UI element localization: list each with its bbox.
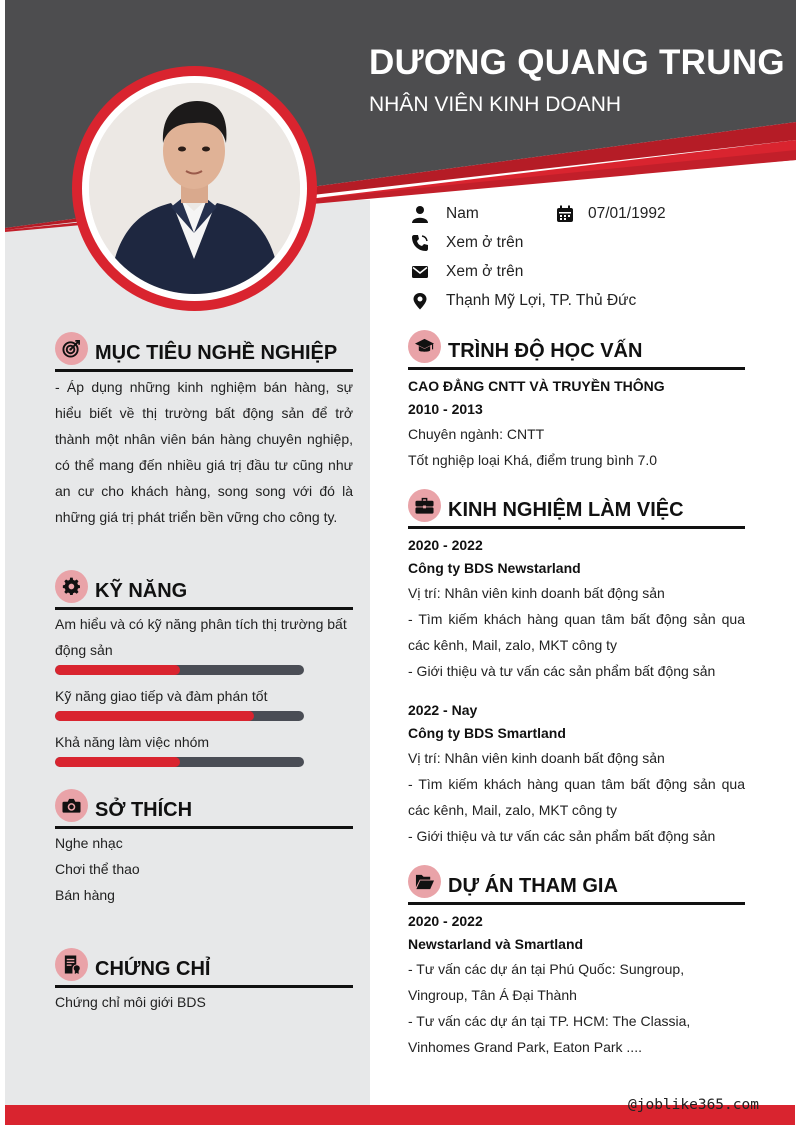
job-company: Công ty BDS Smartland — [408, 725, 566, 741]
job-position: Vị trí: Nhân viên kinh doanh bất động sản — [408, 750, 665, 766]
certificates-heading: CHỨNG CHỈ — [55, 948, 353, 988]
contact-email: Xem ở trên — [411, 262, 611, 284]
job-position: Vị trí: Nhân viên kinh doanh bất động sản — [408, 585, 665, 601]
projects-heading: DỰ ÁN THAM GIA — [408, 865, 745, 905]
watermark: @joblike365.com — [628, 1097, 759, 1113]
job-period: 2020 - 2022 — [408, 537, 483, 553]
skill-level-bar — [55, 711, 304, 721]
education-school: CAO ĐẲNG CNTT VÀ TRUYỀN THÔNG — [408, 378, 665, 394]
job-duty: - Giới thiệu và tư vấn các sản phẩm bất động sản — [408, 663, 716, 679]
objective-text: - Áp dụng những kinh nghiệm bán hàng, sự hiểu biết về thị trường bất động sản để trở thành một nhân viên bán hàng chuyên nghiệp, có thể mang đến nhiều giá trị đầu tư cũng như an cư cho khách hàng, song song với đó là những giá trị phát triển bền vững cho công ty. — [55, 379, 353, 525]
contact-gender: Nam — [411, 204, 551, 226]
experience-heading: KINH NGHIỆM LÀM VIỆC — [408, 489, 745, 529]
objective-heading: MỤC TIÊU NGHỀ NGHIỆP — [55, 332, 353, 372]
education-result: Tốt nghiệp loại Khá, điểm trung bình 7.0 — [408, 452, 658, 468]
gear-icon — [62, 577, 81, 596]
contact-address: Thạnh Mỹ Lợi, TP. Thủ Đức — [411, 291, 711, 313]
certificate-icon — [62, 955, 81, 974]
target-icon — [62, 339, 81, 358]
candidate-name: DƯƠNG QUANG TRUNG — [369, 43, 785, 82]
folder-open-icon — [415, 872, 434, 891]
skill-level-bar — [55, 757, 304, 767]
skill-label: Khả năng làm việc nhóm — [55, 734, 210, 750]
project-item: - Tư vấn các dự án tại TP. HCM: The Classia, Vinhomes Grand Park, Eaton Park .... — [408, 1013, 691, 1055]
education-period: 2010 - 2013 — [408, 401, 483, 417]
profile-photo-frame — [72, 66, 317, 311]
skill-label: Am hiểu và có kỹ năng phân tích thị trường bất động sản — [55, 616, 347, 658]
skill-label: Kỹ năng giao tiếp và đàm phán tốt — [55, 688, 268, 704]
profile-photo — [89, 83, 300, 294]
skills-heading: KỸ NĂNG — [55, 570, 353, 610]
calendar-icon — [556, 205, 574, 223]
job-duty: - Tìm kiếm khách hàng quan tâm bất động sản qua các kênh, Mail, zalo, MKT công ty — [408, 611, 745, 653]
camera-icon — [62, 796, 81, 815]
hobbies-heading: SỞ THÍCH — [55, 789, 353, 829]
job-duty: - Giới thiệu và tư vấn các sản phẩm bất động sản — [408, 828, 716, 844]
hobby-item: Nghe nhạc — [55, 835, 123, 851]
location-pin-icon — [411, 292, 429, 310]
job-duty: - Tìm kiếm khách hàng quan tâm bất động sản qua các kênh, Mail, zalo, MKT công ty — [408, 776, 745, 818]
skill-level-bar — [55, 665, 304, 675]
candidate-role: NHÂN VIÊN KINH DOANH — [369, 93, 622, 116]
certificate-item: Chứng chỉ môi giới BDS — [55, 994, 206, 1010]
job-period: 2022 - Nay — [408, 702, 478, 718]
hobby-item: Bán hàng — [55, 887, 115, 903]
briefcase-icon — [415, 496, 434, 515]
user-icon — [411, 205, 429, 223]
education-major: Chuyên ngành: CNTT — [408, 426, 545, 442]
hobby-item: Chơi thể thao — [55, 861, 140, 877]
job-company: Công ty BDS Newstarland — [408, 560, 581, 576]
contact-phone: Xem ở trên — [411, 233, 611, 255]
education-heading: TRÌNH ĐỘ HỌC VẤN — [408, 330, 745, 370]
mail-icon — [411, 263, 429, 281]
project-item: - Tư vấn các dự án tại Phú Quốc: Sungroup, Vingroup, Tân Á Đại Thành — [408, 961, 685, 1003]
phone-icon — [411, 234, 429, 252]
contact-birthdate: 07/01/1992 — [556, 204, 716, 226]
project-period: 2020 - 2022 — [408, 913, 483, 929]
project-name: Newstarland và Smartland — [408, 936, 584, 952]
graduation-cap-icon — [415, 337, 434, 356]
